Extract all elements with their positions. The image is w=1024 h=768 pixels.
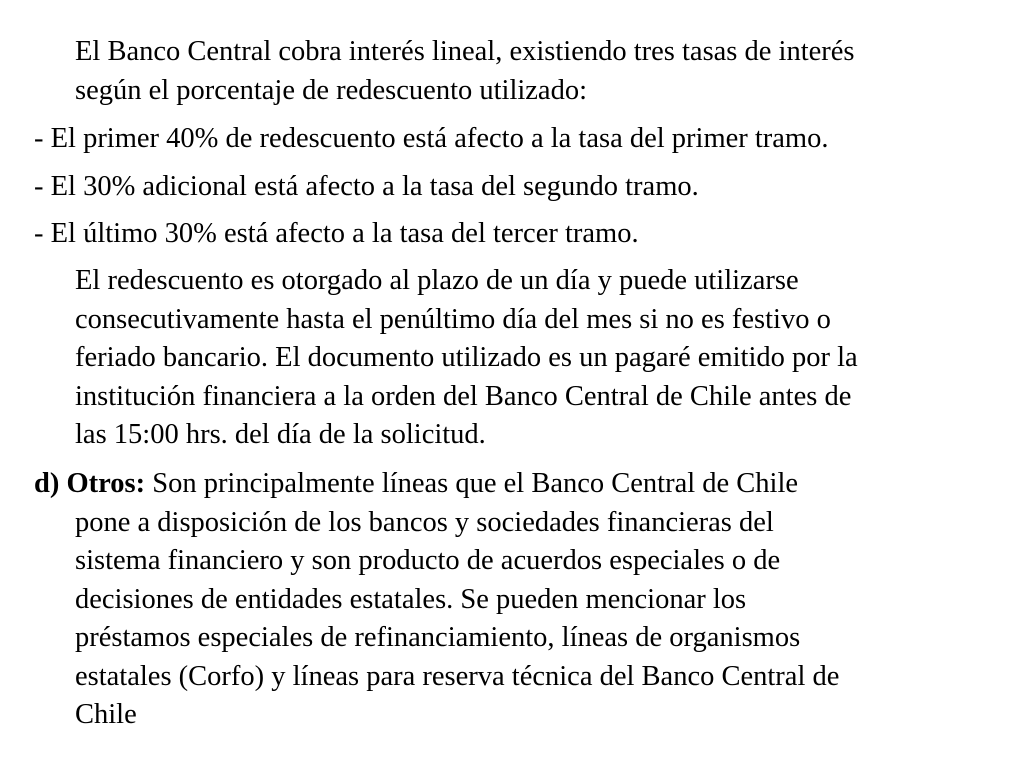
text-line: según el porcentaje de redescuento utilizado: [75, 74, 587, 106]
text-line: pone a disposición de los bancos y sociedades financieras del [75, 506, 774, 538]
paragraph-interest-rates [75, 33, 855, 110]
bullet-item: - El 30% adicional está afecto a la tasa del segundo tramo. [34, 170, 699, 202]
paragraph-redescuento-plazo [75, 262, 858, 455]
text-line: consecutivamente hasta el penúltimo día del mes si no es festivo o [75, 303, 831, 335]
bullet-list-tramos [34, 120, 828, 254]
text-line: El redescuento es otorgado al plazo de un día y puede utilizarse [75, 265, 799, 296]
text-line: El Banco Central cobra interés lineal, existiendo tres tasas de interés [75, 36, 855, 67]
bullet-item: - El primer 40% de redescuento está afecto a la tasa del primer tramo. [34, 123, 829, 154]
text-line: decisiones de entidades estatales. Se pueden mencionar los [75, 583, 747, 615]
text-line: las 15:00 hrs. del día de la solicitud. [75, 419, 486, 450]
section-d-heading: d) Otros: [34, 468, 146, 499]
section-d-otros [34, 465, 839, 735]
text-line: préstamos especiales de refinanciamiento, líneas de organismos [75, 622, 801, 653]
text-line: feriado bancario. El documento utilizado es un pagaré emitido por la [75, 342, 858, 373]
text-line: estatales (Corfo) y líneas para reserva técnica del Banco Central de [75, 660, 840, 692]
text-line: sistema financiero y son producto de acuerdos especiales o de [75, 545, 781, 576]
text-line: institución financiera a la orden del Banco Central de Chile antes de [75, 380, 852, 412]
bullet-item: - El último 30% está afecto a la tasa del tercer tramo. [34, 218, 639, 249]
section-d-first-line [34, 465, 839, 504]
text-line: Chile [75, 699, 137, 730]
section-d-first-line-text: Son principalmente líneas que el Banco Central de Chile [145, 468, 799, 499]
